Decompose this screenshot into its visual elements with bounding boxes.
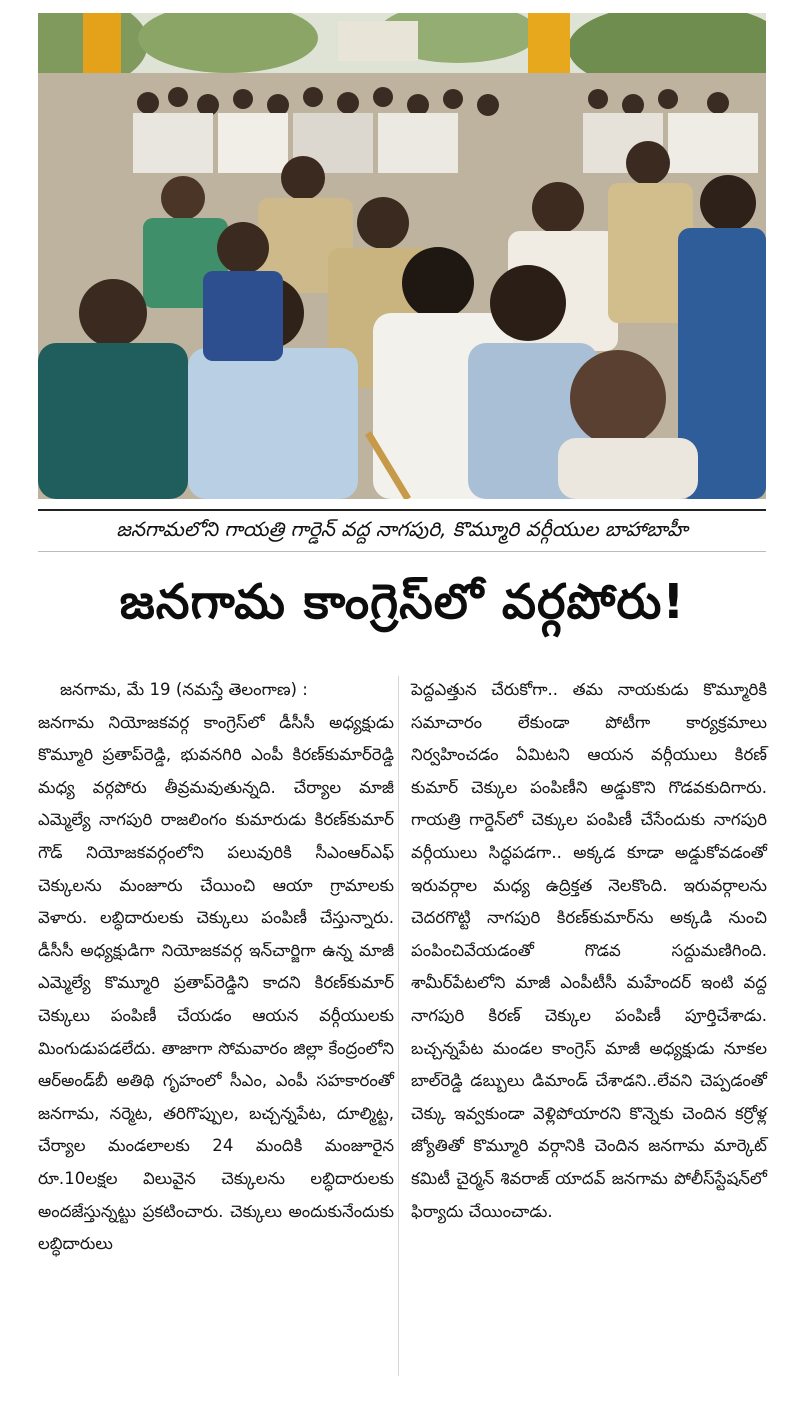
photo-caption: [38, 509, 766, 552]
article-column-left: [38, 674, 394, 1261]
headline-block: [30, 565, 775, 651]
article-body-left: జనగామ నియోజకవర్గ కాంగ్రెస్‌లో డీసీసీ అధ్యక్షుడు కొమ్మూరి ప్రతాప్‌రెడ్డి, భువనగిరి ఎంపీ కిరణ్‌కుమార్‌రెడ్డి మధ్య వర్గపోరు తీవ్రమవుతున్నది. చేర్యాల మాజీ ఎమ్మెల్యే నాగపురి రాజలింగం కుమారుడు కిరణ్‌కుమార్ గౌడ్ నియోజకవర్గంలోని పలువురికి సీఎంఆర్‌ఎఫ్ చెక్కులను మంజూరు చేయించి ఆయా గ్రామాలకు వెళారు. లబ్ధిదారులకు చెక్కులు పంపిణీ చేస్తున్నారు. డీసీసీ అధ్యక్షుడిగా నియోజకవర్గ ఇన్‌చార్జిగా ఉన్న మాజీ ఎమ్మెల్యే కొమ్మూరి ప్రతాప్‌రెడ్డిని కాదని కిరణ్‌కుమార్ చెక్కులు పంపిణీ చేయడం ఆయన వర్గీయులకు మింగుడుపడలేదు. తాజాగా సోమవారం జిల్లా కేంద్రంలోని ఆర్‌అండ్‌బీ అతిథి గృహంలో సీఎం, ఎంపీ సహకారంతో జనగామ, నర్మెట, తరిగొప్పుల, బచ్చన్నపేట, దూల్మిట్ట, చేర్యాల మండలాలకు 24 మందికి మంజూరైన రూ.10లక్షల విలువైన చెక్కులను లబ్ధిదారులకు అందజేస్తున్నట్టు ప్రకటించారు. చెక్కులు అందుకునేందుకు లబ్ధిదారులు: [38, 712, 394, 1254]
article-column-right: [411, 674, 767, 1228]
article-dateline: జనగామ, మే 19 (నమస్తే తెలంగాణ) :: [60, 680, 308, 699]
caption-text: జనగామలోని గాయత్రి గార్డెన్ వద్ద నాగపురి, కొమ్మూరి వర్గీయుల బాహాబాహీ: [116, 516, 688, 541]
news-photo: [38, 13, 766, 499]
crowd-scene-illustration: [38, 13, 766, 499]
article-body-right: పెద్దఎత్తున చేరుకోగా.. తమ నాయకుడు కొమ్మూరికి సమాచారం లేకుండా పోటీగా కార్యక్రమాలు నిర్వహించడం ఏమిటని ఆయన వర్గీయులు కిరణ్ కుమార్ చెక్కుల పంపిణీని అడ్డుకొని గొడవకుదిగారు. గాయత్రి గార్డెన్‌లో చెక్కుల పంపిణీ చేసేందుకు నాగపురి వర్గీయులు సిద్ధపడగా.. అక్కడ కూడా అడ్డుకోవడంతో ఇరువర్గాల మధ్య ఉద్రిక్తత నెలకొంది. ఇరువర్గాలను చెదరగొట్టి నాగపురి కిరణ్‌కుమార్‌ను అక్కడి నుంచి పంపించివేయడంతో గొడవ సద్దుమణిగింది. శామీర్‌పేటలోని మాజీ ఎంపీటీసీ మహేందర్ ఇంటి వద్ద నాగపురి కిరణ్ చెక్కుల పంపిణీ పూర్తిచేశాడు. బచ్చన్నపేట మండల కాంగ్రెస్ మాజీ అధ్యక్షుడు నూకల బాల్‌రెడ్డి డబ్బులు డిమాండ్ చేశాడని..లేవని చెప్పడంతో చెక్కు ఇవ్వకుండా వెళ్లిపోయారని కొన్నెకు చెందిన కర్రోళ్ల జ్యోతితో కొమ్మూరి వర్గానికి చెందిన జనగామ మార్కెట్ కమిటీ చైర్మన్ శివరాజ్ యాదవ్ జనగామ పోలీస్‌స్టేషన్‌లో ఫిర్యాదు చేయించాడు.: [411, 680, 767, 1221]
headline: జనగామ కాంగ్రెస్‌లో వర్గపోరు!: [119, 574, 686, 630]
column-divider: [398, 676, 399, 1376]
